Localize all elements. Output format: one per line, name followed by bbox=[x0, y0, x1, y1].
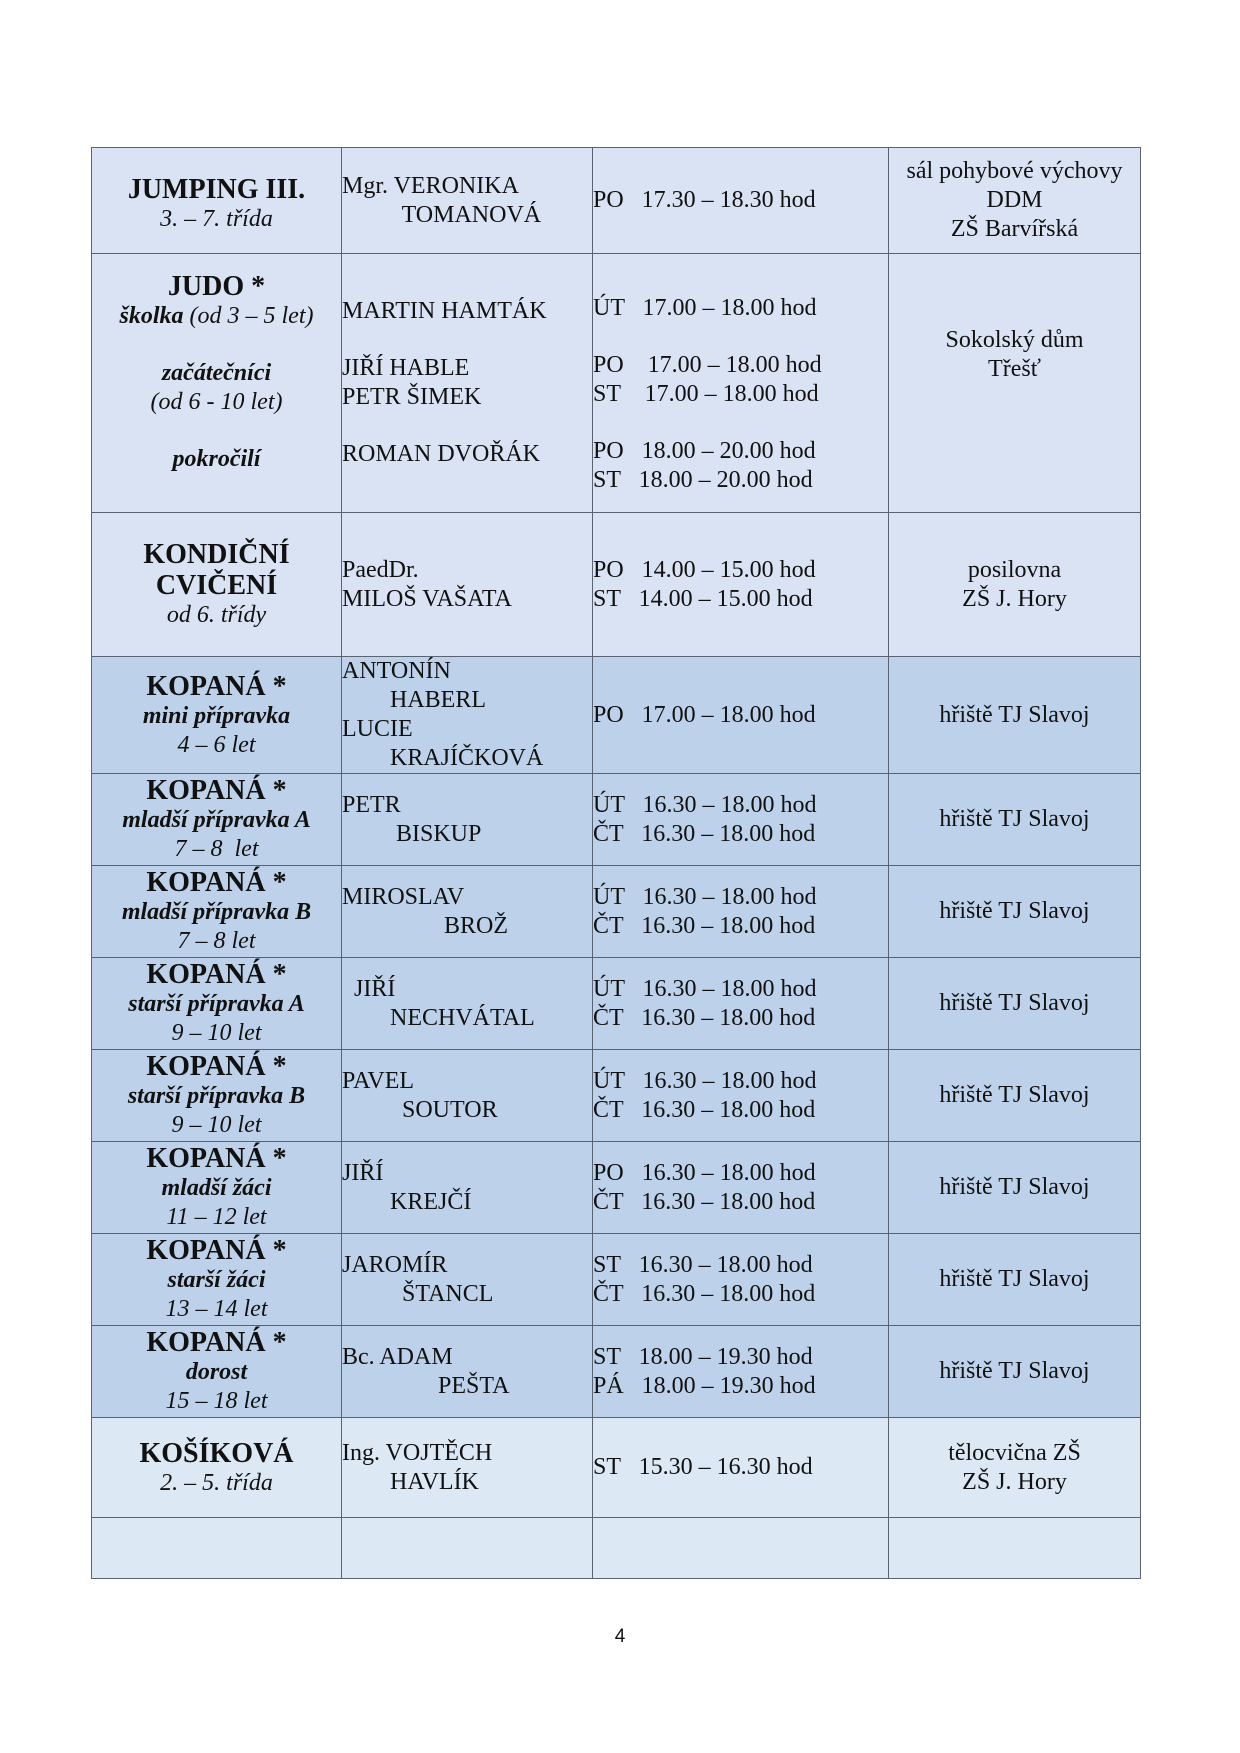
empty-row bbox=[92, 1518, 1141, 1579]
trainer-line: JIŘÍ bbox=[342, 975, 396, 1002]
activity-cell bbox=[92, 657, 342, 774]
group-label-rest: (od 3 – 5 let) bbox=[183, 302, 314, 329]
time-line: PO 17.00 – 18.00 hod bbox=[593, 351, 822, 378]
time-line: PO 16.30 – 18.00 hod bbox=[593, 1159, 816, 1186]
place-line: hřiště TJ Slavoj bbox=[939, 1174, 1090, 1200]
group-age: 9 – 10 let bbox=[171, 1020, 262, 1046]
group-age: 7 – 8 let bbox=[177, 928, 256, 954]
group-age: 15 – 18 let bbox=[165, 1388, 268, 1414]
time-line: PO 17.00 – 18.00 hod bbox=[593, 701, 816, 728]
trainer-line: KREJČÍ bbox=[342, 1188, 472, 1215]
trainer-line: ANTONÍN bbox=[342, 658, 451, 684]
activity-name: KOPANÁ * bbox=[146, 775, 287, 806]
table-row bbox=[92, 866, 1141, 958]
trainer-line: ROMAN DVOŘÁK bbox=[342, 441, 541, 467]
place-line: ZŠ J. Hory bbox=[962, 1468, 1067, 1495]
time-line: ÚT 17.00 – 18.00 hod bbox=[593, 294, 817, 321]
group-label: starší přípravka B bbox=[127, 1083, 306, 1109]
place-line: hřiště TJ Slavoj bbox=[939, 1358, 1090, 1384]
trainer-line: Mgr. VERONIKA bbox=[342, 172, 519, 199]
time-line: PO 14.00 – 15.00 hod bbox=[593, 556, 816, 583]
group-label: pokročilí bbox=[172, 445, 261, 472]
activity-cell bbox=[92, 1050, 342, 1142]
trainer-line: PAVEL bbox=[342, 1067, 415, 1094]
activity-name: KOPANÁ * bbox=[146, 1051, 287, 1082]
place-cell bbox=[889, 958, 1141, 1050]
trainer-line: HAVLÍK bbox=[342, 1468, 479, 1495]
trainer-line: PETR bbox=[342, 791, 401, 818]
activity-cell bbox=[92, 958, 342, 1050]
activity-cell bbox=[92, 774, 342, 866]
place-line: hřiště TJ Slavoj bbox=[939, 990, 1090, 1016]
table-row bbox=[92, 958, 1141, 1050]
trainer-line: MILOŠ VAŠATA bbox=[342, 585, 512, 612]
place-line: sál pohybové výchovy bbox=[906, 158, 1123, 184]
time-cell bbox=[593, 148, 889, 254]
time-cell bbox=[593, 1326, 889, 1418]
place-line: tělocvična ZŠ bbox=[948, 1439, 1081, 1466]
group-age: 7 – 8 let bbox=[174, 836, 259, 862]
group-age: 4 – 6 let bbox=[177, 731, 256, 758]
place-line: ZŠ Barvířská bbox=[950, 216, 1079, 242]
activity-name: KOPANÁ * bbox=[146, 670, 287, 702]
time-cell bbox=[593, 513, 889, 657]
trainer-line: BROŽ bbox=[342, 912, 509, 939]
time-line: ČT 16.30 – 18.00 hod bbox=[593, 912, 816, 939]
trainer-line: TOMANOVÁ bbox=[342, 201, 542, 228]
place-cell bbox=[889, 1326, 1141, 1418]
trainer-line: SOUTOR bbox=[342, 1096, 498, 1123]
place-line: Třešť bbox=[988, 356, 1041, 382]
group-label: mladší přípravka A bbox=[122, 807, 311, 833]
group-label: mladší přípravka B bbox=[121, 899, 312, 925]
activity-cell bbox=[92, 254, 342, 513]
time-line: PO 18.00 – 20.00 hod bbox=[593, 437, 816, 464]
time-line: ST 17.00 – 18.00 hod bbox=[593, 380, 819, 407]
table-row bbox=[92, 657, 1141, 774]
trainer-line: MIROSLAV bbox=[342, 883, 465, 910]
time-line: ÚT 16.30 – 18.00 hod bbox=[593, 975, 817, 1002]
table-row bbox=[92, 254, 1141, 513]
time-line: PO 17.30 – 18.30 hod bbox=[593, 187, 816, 213]
place-cell bbox=[889, 513, 1141, 657]
activity-cell bbox=[92, 1142, 342, 1234]
trainer-cell bbox=[342, 1142, 593, 1234]
trainer-cell bbox=[342, 1050, 593, 1142]
place-line: Sokolský dům bbox=[945, 327, 1084, 353]
group-label: začátečníci bbox=[161, 359, 272, 386]
activity-cell bbox=[92, 148, 342, 254]
time-line: ČT 16.30 – 18.00 hod bbox=[593, 1280, 816, 1307]
activity-name: JUDO * bbox=[167, 270, 266, 302]
trainer-cell bbox=[342, 866, 593, 958]
activity-subtitle: 3. – 7. třída bbox=[160, 205, 273, 232]
group-label: dorost bbox=[185, 1359, 248, 1385]
trainer-cell bbox=[342, 657, 593, 774]
group-label-bold: školka bbox=[119, 302, 184, 329]
table-row bbox=[92, 1142, 1141, 1234]
time-line: ÚT 16.30 – 18.00 hod bbox=[593, 883, 817, 910]
place-line: hřiště TJ Slavoj bbox=[939, 898, 1090, 924]
time-cell bbox=[593, 774, 889, 866]
table-row bbox=[92, 148, 1141, 254]
trainer-line: PETR ŠIMEK bbox=[342, 384, 482, 410]
activity-name: KOPANÁ * bbox=[146, 959, 287, 990]
time-cell bbox=[593, 866, 889, 958]
time-cell bbox=[593, 254, 889, 513]
time-line: ST 14.00 – 15.00 hod bbox=[593, 585, 813, 612]
group-age: 11 – 12 let bbox=[166, 1204, 267, 1230]
trainer-line: BISKUP bbox=[342, 820, 482, 847]
group-label: starší přípravka A bbox=[128, 991, 305, 1017]
trainer-line: MARTIN HAMTÁK bbox=[342, 298, 547, 324]
activity-name: KOPANÁ * bbox=[146, 1143, 287, 1174]
trainer-line: NECHVÁTAL bbox=[342, 1004, 535, 1031]
trainer-cell bbox=[342, 254, 593, 513]
activity-name: JUMPING III. bbox=[127, 173, 306, 205]
activity-name: CVIČENÍ bbox=[155, 570, 278, 601]
table-row bbox=[92, 1418, 1141, 1518]
place-cell bbox=[889, 254, 1141, 513]
place-cell bbox=[889, 1234, 1141, 1326]
empty-cell bbox=[92, 1518, 342, 1579]
schedule-table bbox=[91, 147, 1141, 1579]
empty-cell bbox=[342, 1518, 593, 1579]
time-line: ČT 16.30 – 18.00 hod bbox=[593, 1188, 816, 1215]
trainer-line: HABERL bbox=[342, 687, 486, 713]
time-cell bbox=[593, 958, 889, 1050]
time-cell bbox=[593, 1234, 889, 1326]
activity-name: KOŠÍKOVÁ bbox=[139, 1437, 294, 1469]
place-cell bbox=[889, 1050, 1141, 1142]
trainer-cell bbox=[342, 774, 593, 866]
time-line: ÚT 16.30 – 18.00 hod bbox=[593, 1067, 817, 1094]
activity-cell bbox=[92, 1418, 342, 1518]
time-line: ČT 16.30 – 18.00 hod bbox=[593, 820, 816, 847]
table-row bbox=[92, 1326, 1141, 1418]
place-cell bbox=[889, 657, 1141, 774]
trainer-cell bbox=[342, 513, 593, 657]
place-cell bbox=[889, 148, 1141, 254]
group-label: starší žáci bbox=[167, 1267, 266, 1293]
page-number: 4 bbox=[614, 1626, 626, 1647]
trainer-line: JIŘÍ bbox=[342, 1159, 384, 1186]
place-line: hřiště TJ Slavoj bbox=[939, 701, 1090, 728]
activity-name: KOPANÁ * bbox=[146, 867, 287, 898]
group-label: mladší žáci bbox=[161, 1175, 272, 1201]
place-cell bbox=[889, 774, 1141, 866]
time-cell bbox=[593, 1418, 889, 1518]
empty-cell bbox=[593, 1518, 889, 1579]
trainer-line: PEŠTA bbox=[342, 1372, 510, 1399]
activity-name: KOPANÁ * bbox=[146, 1327, 287, 1358]
table-row bbox=[92, 513, 1141, 657]
trainer-cell bbox=[342, 1326, 593, 1418]
activity-name: KONDIČNÍ bbox=[143, 539, 290, 570]
activity-cell bbox=[92, 866, 342, 958]
time-line: PÁ 18.00 – 19.30 hod bbox=[593, 1372, 816, 1399]
trainer-cell bbox=[342, 1418, 593, 1518]
place-line: hřiště TJ Slavoj bbox=[939, 1266, 1090, 1292]
table-row bbox=[92, 1234, 1141, 1326]
empty-cell bbox=[889, 1518, 1141, 1579]
group-age: 13 – 14 let bbox=[165, 1296, 268, 1322]
time-line: ST 18.00 – 19.30 hod bbox=[593, 1343, 813, 1370]
place-line: posilovna bbox=[967, 556, 1062, 583]
trainer-line: PaedDr. bbox=[342, 556, 419, 583]
time-line: ÚT 16.30 – 18.00 hod bbox=[593, 791, 817, 818]
trainer-line: ŠTANCL bbox=[342, 1280, 494, 1307]
trainer-line: JAROMÍR bbox=[342, 1251, 448, 1278]
place-cell bbox=[889, 866, 1141, 958]
place-line: ZŠ J. Hory bbox=[962, 585, 1067, 612]
activity-cell bbox=[92, 513, 342, 657]
trainer-cell bbox=[342, 148, 593, 254]
activity-cell bbox=[92, 1234, 342, 1326]
activity-subtitle: 2. – 5. třída bbox=[160, 1469, 273, 1496]
time-cell bbox=[593, 1050, 889, 1142]
time-line: ST 18.00 – 20.00 hod bbox=[593, 466, 813, 493]
time-line: ST 16.30 – 18.00 hod bbox=[593, 1251, 813, 1278]
activity-cell bbox=[92, 1326, 342, 1418]
place-cell bbox=[889, 1142, 1141, 1234]
trainer-line: LUCIE bbox=[342, 716, 413, 742]
time-line: ST 15.30 – 16.30 hod bbox=[593, 1454, 813, 1480]
time-line: ČT 16.30 – 18.00 hod bbox=[593, 1096, 816, 1123]
group-label: mini přípravka bbox=[142, 702, 291, 729]
trainer-line: Ing. VOJTĚCH bbox=[342, 1439, 493, 1466]
trainer-line: JIŘÍ HABLE bbox=[342, 355, 470, 381]
trainer-cell bbox=[342, 1234, 593, 1326]
group-age: 9 – 10 let bbox=[171, 1112, 262, 1138]
group-age: (od 6 - 10 let) bbox=[150, 388, 283, 415]
group-label bbox=[92, 302, 341, 331]
place-line: hřiště TJ Slavoj bbox=[939, 1082, 1090, 1108]
table-row bbox=[92, 1050, 1141, 1142]
time-cell bbox=[593, 1142, 889, 1234]
trainer-cell bbox=[342, 958, 593, 1050]
place-cell bbox=[889, 1418, 1141, 1518]
table-row bbox=[92, 774, 1141, 866]
place-line: DDM bbox=[986, 187, 1043, 213]
trainer-line: Bc. ADAM bbox=[342, 1343, 453, 1370]
activity-name: KOPANÁ * bbox=[146, 1235, 287, 1266]
place-line: hřiště TJ Slavoj bbox=[939, 806, 1090, 832]
time-cell bbox=[593, 657, 889, 774]
activity-subtitle: od 6. třídy bbox=[166, 602, 267, 628]
trainer-line: KRAJÍČKOVÁ bbox=[342, 745, 544, 771]
time-line: ČT 16.30 – 18.00 hod bbox=[593, 1004, 816, 1031]
